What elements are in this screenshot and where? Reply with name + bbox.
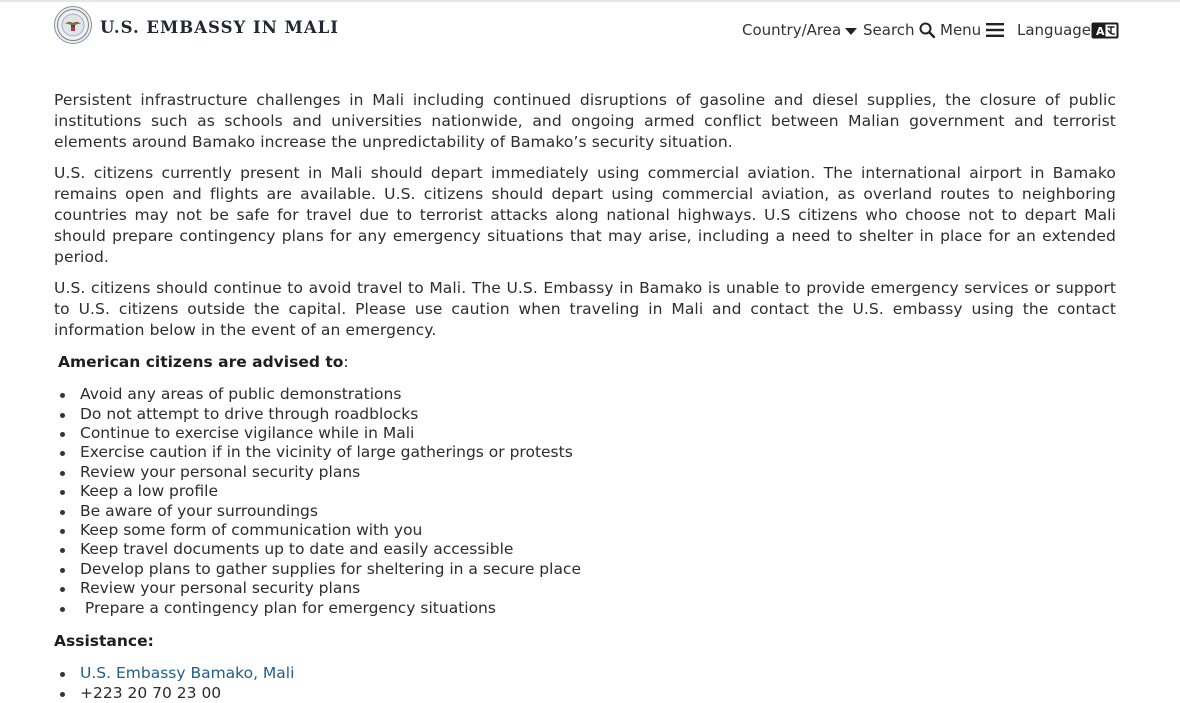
contact-item-embassy bbox=[54, 664, 1116, 683]
advice-item: Keep travel documents up to date and easily accessible bbox=[54, 540, 1116, 559]
embassy-link[interactable]: U.S. Embassy Bamako, Mali bbox=[80, 664, 295, 683]
svg-text:A: A bbox=[1096, 24, 1105, 38]
paragraph-depart: U.S. citizens currently present in Mali should depart immediately using commercial aviation. The international airport in Bamako remains open and flights are available. U.S. citizens should depart using commercial aviation, as overland routes to neighboring countries may not be safe for travel due to terrorist attacks along national highways. U.S citizens who choose not to depart Mali should prepare contingency plans for any emergency situations that may arise, including a need to shelter in place for an extended period. bbox=[54, 163, 1116, 267]
advised-heading-colon: : bbox=[343, 353, 349, 372]
advice-item: Prepare a contingency plan for emergency situations bbox=[54, 599, 1116, 618]
hamburger-menu-icon bbox=[986, 23, 1004, 37]
advice-item: Do not attempt to drive through roadblocks bbox=[54, 405, 1116, 424]
embassy-phone[interactable]: +223 20 70 23 00 bbox=[80, 683, 222, 702]
paragraph-avoid-travel: U.S. citizens should continue to avoid travel to Mali. The U.S. Embassy in Bamako is unable to provide emergency services or support to U.S. citizens outside the capital. Please use caution when traveling in Mali and contact the U.S. embassy using the contact information below in the event of an emergency. bbox=[54, 278, 1116, 340]
country-area-label: Country/Area bbox=[742, 21, 842, 39]
advice-item: Review your personal security plans bbox=[54, 579, 1116, 598]
advice-item: Develop plans to gather supplies for sheltering in a secure place bbox=[54, 560, 1116, 579]
language-icon bbox=[1091, 22, 1119, 39]
search-icon bbox=[919, 22, 935, 38]
advice-item: Keep some form of communication with you bbox=[54, 521, 1116, 540]
menu-button[interactable] bbox=[940, 21, 1004, 39]
advised-heading bbox=[58, 353, 1116, 371]
paragraph-infrastructure: Persistent infrastructure challenges in Mali including continued disruptions of gasoline and diesel supplies, the closure of public institutions such as schools and universities nationwide, and ongoing armed conflict between Malian government and terrorist elements around Bamako increase the unpredictability of Bamako’s security situation. bbox=[54, 91, 1116, 152]
embassy-seal-icon[interactable] bbox=[54, 6, 92, 44]
site-header bbox=[0, 2, 1180, 54]
search-button[interactable] bbox=[863, 21, 935, 39]
menu-label: Menu bbox=[940, 21, 982, 39]
search-label: Search bbox=[863, 21, 915, 39]
advice-item: Avoid any areas of public demonstrations bbox=[54, 385, 1116, 404]
advice-item: Review your personal security plans bbox=[54, 463, 1116, 482]
triangle-down-icon bbox=[845, 28, 857, 35]
contact-list bbox=[54, 664, 1116, 703]
advice-item: Be aware of your surroundings bbox=[54, 502, 1116, 521]
language-selector[interactable] bbox=[1017, 21, 1119, 39]
country-area-dropdown[interactable] bbox=[742, 21, 857, 39]
advice-item: Continue to exercise vigilance while in Mali bbox=[54, 424, 1116, 443]
advice-item: Keep a low profile bbox=[54, 482, 1116, 501]
main-content bbox=[54, 90, 1116, 703]
site-title[interactable]: U.S. EMBASSY IN MALI bbox=[100, 18, 339, 37]
assistance-heading: Assistance: bbox=[54, 632, 154, 651]
advice-item: Exercise caution if in the vicinity of large gatherings or protests bbox=[54, 443, 1116, 462]
language-label: Language bbox=[1017, 21, 1092, 39]
advice-list bbox=[54, 385, 1116, 618]
advised-heading-text: American citizens are advised to bbox=[58, 353, 344, 372]
contact-item-phone bbox=[54, 684, 1116, 703]
